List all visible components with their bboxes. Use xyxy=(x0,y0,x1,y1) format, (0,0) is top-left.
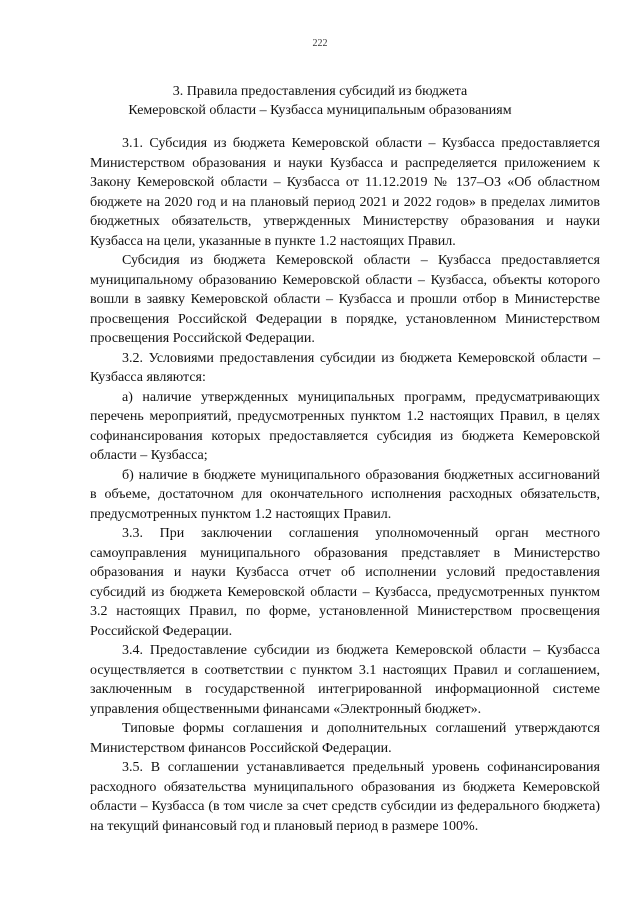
page-number: 222 xyxy=(312,38,328,49)
section-title-line-2: Кемеровской области – Кузбасса муниципальным образованиям xyxy=(128,103,512,118)
paragraph-3-4-forms: Типовые формы соглашения и дополнительных соглашений утверждаются Министерством финансов Российской Федерации. xyxy=(90,721,600,756)
paragraph-3-3: 3.3. При заключении соглашения уполномоченный орган местного самоуправления муниципального образования представляет в Министерство образования и науки Кузбасса отчет об исполнении условий предоставления субсидий из бюджета Кемеровской области – Кузбасса, предусмотренных пунктом 3.2 настоящих Правил, по форме, установленной Министерством просвещения Российской Федерации. xyxy=(90,526,600,639)
paragraph-3-1-subsidy: Субсидия из бюджета Кемеровской области – Кузбасса предоставляется муниципальному образованию Кемеровской области – Кузбасса, объекты которого вошли в заявку Кемеровской области – Кузбасса и прошли отбор в Министерстве просвещения Российской Федерации в порядке, установленном Министерством просвещения Российской Федерации. xyxy=(90,253,600,346)
paragraph-3-2-a: а) наличие утвержденных муниципальных программ, предусматривающих перечень мероприятий, предусмотренных пунктом 1.2 настоящих Правил, в целях софинансирования которых предоставляется субсидия из бюджета Кемеровской области – Кузбасса; xyxy=(90,389,600,463)
paragraph-3-5: 3.5. В соглашении устанавливается предельный уровень софинансирования расходного обязательства муниципального образования из бюджета Кемеровской области – Кузбасса (в том числе за счет средств субсидии из федерального бюджета) на текущий финансовый год и плановый период в размере 100%. xyxy=(90,760,600,834)
section-title-line-1: 3. Правила предоставления субсидий из бюджета xyxy=(172,84,468,99)
paragraph-3-2: 3.2. Условиями предоставления субсидии из бюджета Кемеровской области – Кузбасса являются: xyxy=(90,350,600,385)
document-body xyxy=(90,134,600,836)
paragraph-3-4: 3.4. Предоставление субсидии из бюджета Кемеровской области – Кузбасса осуществляется в соответствии с пунктом 3.1 настоящих Правил и соглашением, заключенным в государственной интегрированной информационной системе управления общественными финансами «Электронный бюджет». xyxy=(90,643,600,717)
section-title xyxy=(0,82,640,120)
paragraph-3-1: 3.1. Субсидия из бюджета Кемеровской области – Кузбасса предоставляется Министерством образования и науки Кузбасса и распределяется приложением к Закону Кемеровской области – Кузбасса от 11.12.2019 № 137–ОЗ «Об областном бюджете на 2020 год и на плановый период 2021 и 2022 годов» в пределах лимитов бюджетных обязательств, утвержденных Министерству образования и науки Кузбасса на цели, указанные в пункте 1.2 настоящих Правил. xyxy=(90,136,600,249)
paragraph-3-2-b: б) наличие в бюджете муниципального образования бюджетных ассигнований в объеме, достаточном для окончательного исполнения расходных обязательств, предусмотренных пунктом 1.2 настоящих Правил. xyxy=(90,467,600,522)
